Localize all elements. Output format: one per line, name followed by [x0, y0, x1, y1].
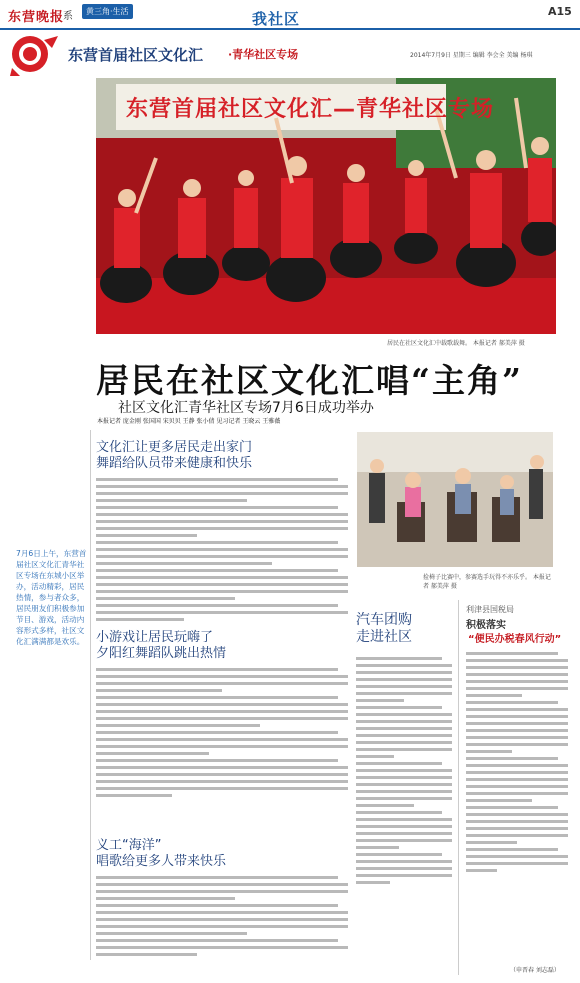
article-section-3: [96, 838, 348, 960]
section-heading: 走进社区: [356, 629, 412, 645]
body-text: [96, 876, 348, 956]
body-text: [356, 655, 452, 888]
box-author: （申晋春 刘志磊）: [510, 967, 560, 974]
article-section-2: [96, 630, 348, 801]
dance-performance-photo: [96, 78, 556, 334]
sidebar-divider: [90, 430, 91, 960]
box-heading: 积极落实: [466, 620, 506, 631]
chair-game-photo: [357, 432, 553, 567]
article-section-1: [96, 440, 348, 625]
section-title: 我社区: [252, 10, 301, 28]
column-divider: [458, 600, 459, 975]
photo-caption: 捡椅子比赛中，参赛选手玩得不亦乐乎。 本报记者 郝美萍 摄: [423, 574, 551, 590]
issue-title: 东营首届社区文化汇: [68, 46, 204, 64]
photo-caption: 居民在社区文化汇中载歌载舞。 本报记者 郝美萍 摄: [387, 340, 525, 347]
paper-name: 东营晚报: [8, 10, 65, 25]
section-heading: 唱歌给更多人带来快乐: [96, 854, 227, 869]
masthead: [0, 0, 580, 32]
page-number: A15: [548, 5, 572, 18]
sub-badge: 黄三角·生活: [82, 4, 133, 19]
papercut-decoration-icon: [8, 32, 60, 78]
box-label: 利津县国税局: [466, 605, 514, 614]
body-text: [96, 478, 348, 621]
masthead-rule: [0, 28, 580, 30]
section-heading: 文化汇让更多居民走出家门: [96, 440, 253, 455]
lead-paragraph: 7月6日上午，东营首届社区文化汇青华社区专场在东城小区举办，活动精彩，居民热情，参与者众多，居民朋友们积极参加节目、游戏，活动内容形式多样，社区文化汇满满都是欢乐。: [16, 549, 87, 646]
box-heading-highlight: “便民办税春风行动”: [468, 634, 562, 645]
dateline: 2014年7月9日 星期三 编辑 李会全 美编 杨琪: [410, 52, 533, 59]
paper-series: 系: [63, 11, 73, 22]
issue-subtitle: ·青华社区专场: [228, 48, 299, 61]
subhead: 社区文化汇青华社区专场7月6日成功举办: [118, 400, 374, 416]
headline: 居民在社区文化汇唱“主角”: [96, 361, 523, 400]
section-heading: 小游戏让居民玩嗨了: [96, 630, 214, 645]
body-text: [96, 668, 348, 797]
section-heading: 义工“海洋”: [96, 838, 162, 853]
section-heading: 夕阳红舞蹈队跳出热情: [96, 646, 227, 661]
body-text: [466, 650, 568, 876]
byline: 本报记者 庞金刚 张国国 宋贝贝 王静 张小倩 见习记者 王晓云 王雅薇: [97, 418, 281, 425]
section-heading: 汽车团购: [356, 612, 412, 628]
car-purchase-heading: [356, 612, 412, 646]
photo-banner-text: 东营首届社区文化汇—青华社区专场: [126, 97, 495, 122]
section-heading: 舞蹈给队员带来健康和快乐: [96, 456, 253, 471]
